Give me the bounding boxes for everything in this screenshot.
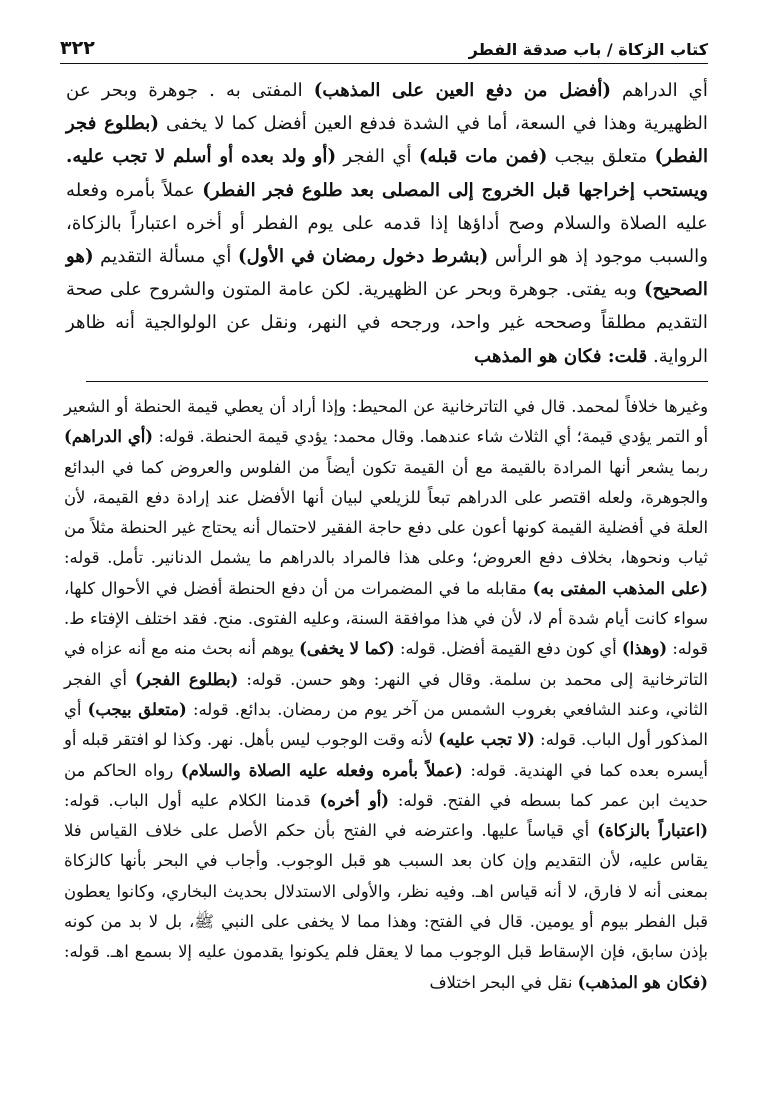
text-run: أي قياساً عليها. واعترضه في الفتح بأن حكم الأصل على خلاف القياس فلا يقاس عليه، لأن التقديم وإن كان بعد السبب هو قبل الوجوب. وأجاب في البحر بأنها كالزكاة بمعنى أنه لا فارق، لا أنه قياس اهـ. وفيه نظر، والأولى الاستدلال بحديث البخاري، وكانوا يعطون قبل الفطر بيوم أو يومين. قال في الفتح: وهذا مما لا يخفى على النبي ﷺ، بل لا بد من كونه بإذن سابق، فإن الإسقاط قبل الوجوب مما لا يعقل فلم يكونوا يقدمون عليه إلا بسمع اهـ. قوله:: [64, 821, 708, 962]
main-paragraph: [66, 74, 708, 373]
page-number: ٣٢٢: [60, 37, 95, 59]
bold-quoted-phrase: (اعتباراً بالزكاة): [597, 821, 708, 841]
bold-quoted-phrase: (بطلوع الفجر): [135, 669, 239, 689]
text-run: وغيرها خلافاً لمحمد. قال في التاترخانية عن المحيط: وإذا أراد أن يعطي قيمة الحنطة أو الشعير أو التمر يؤدي قيمة؛ أي الثلاث شاء عندهما. وقال محمد: يؤدي قيمة الحنطة. قوله:: [64, 397, 708, 447]
text-run: أي مسألة التقديم: [93, 246, 238, 268]
running-title: كتاب الزكاة / باب صدقة الفطر: [468, 40, 708, 59]
text-run: أي كون دفع القيمة أفضل. قوله:: [394, 639, 622, 659]
commentary-text: [64, 392, 708, 998]
text-run: ربما يشعر أنها المرادة بالقيمة مع أن القيمة تكون أيضاً من الفلوس والعروض كما في البدائع والجوهرة، ولعله اقتصر على الدراهم تبعاً للزيلعي لبيان أنها الأفضل عند إرادة دفع القيمة، لأن العلة في أفضلية القيمة كونها أعون على دفع حاجة الفقير لاحتمال أنه يحتاج غير الحنطة مثلاً من ثياب ونحوها، بخلاف دفع العروض؛ وعلى هذا فالمراد بالدراهم ما يشمل الدنانير. تأمل. قوله:: [64, 457, 708, 568]
bold-quoted-phrase: (عملاً بأمره وفعله عليه الصلاة والسلام): [180, 760, 463, 780]
section-divider: [86, 381, 708, 382]
bold-quoted-phrase: (كما لا يخفى): [299, 639, 395, 659]
text-run: أي الفجر: [336, 146, 419, 168]
text-run: أي الدراهم: [610, 80, 708, 101]
main-text: [66, 74, 708, 373]
bold-quoted-phrase: (لا تجب عليه): [438, 730, 535, 750]
bold-quoted-phrase: قلت: فكان هو المذهب: [474, 345, 648, 367]
bold-quoted-phrase: (بشرط دخول رمضان في الأول): [237, 246, 489, 268]
page-header: [60, 30, 708, 64]
bold-quoted-phrase: (هو الصحيح): [66, 246, 708, 301]
text-run: متعلق بيجب: [547, 146, 655, 168]
bold-quoted-phrase: (أي الدراهم): [64, 427, 154, 447]
bold-quoted-phrase: (بطلوع فجر الفطر): [66, 113, 709, 168]
text-run: أي المذكور أول الباب. قوله:: [64, 699, 708, 750]
bold-quoted-phrase: (متعلق بيجب): [87, 699, 187, 719]
text-run: رواه الحاكم من حديث ابن عمر كما بسطه في الفتح. قوله:: [64, 760, 709, 810]
text-run: عملاً بأمره وفعله عليه الصلاة والسلام وصح أداؤها إذا قدمه على يوم الفطر أو أخره اعتباراً بالزكاة، والسبب موجود إذ هو الرأس: [66, 179, 708, 268]
bold-quoted-phrase: (أفضل من دفع العين على المذهب): [313, 80, 611, 101]
bold-quoted-phrase: (على المذهب المفتى به): [532, 578, 708, 598]
text-run: يوهم أنه بحث منه مع أنه عزاه في التاترخانية إلى محمد بن سلمة. وقال في النهر: وهو حسن. قوله:: [64, 639, 708, 689]
text-run: قدمنا الكلام عليه أول الباب. قوله:: [64, 790, 320, 810]
text-run: وبه يفتى. جوهرة وبحر عن الظهيرية. لكن عامة المتون والشروح على صحة التقديم مطلقاً وصححه غير واحد، ورجحه في النهر، ونقل عن الولوالجية أنه ظاهر الرواية.: [66, 279, 708, 367]
text-run: لأنه وقت الوجوب ليس بأهل. نهر. وكذا لو افتقر قبله أو أيسره بعده كما في الهندية. قوله:: [64, 730, 708, 780]
text-run: أي الفجر الثاني، وعند الشافعي بغروب الشمس من آخر يوم من رمضان. بدائع. قوله:: [64, 669, 708, 719]
text-run: المفتى به . جوهرة وبحر عن الظهيرية وهذا في السعة، أما في الشدة فدفع العين أفضل كما لا يخفى: [66, 80, 708, 135]
bold-quoted-phrase: (فكان هو المذهب): [577, 972, 708, 992]
bold-quoted-phrase: (وهذا): [621, 639, 668, 659]
bold-quoted-phrase: (أو أخره): [319, 790, 390, 810]
bold-quoted-phrase: (فمن مات قبله): [418, 146, 548, 168]
commentary-paragraph: [64, 392, 708, 998]
text-run: نقل في البحر اختلاف: [429, 972, 578, 992]
text-run: مقابله ما في المضمرات من أن دفع الحنطة أفضل في الأحوال كلها، سواء كانت أيام شدة أم لا، لأن في هذا موافقة السنة، وعليه الفتوى. منح. فقد اختلف الإفتاء ط. قوله:: [64, 578, 709, 659]
bold-quoted-phrase: (أو ولد بعده أو أسلم لا تجب عليه. ويستحب إخراجها قبل الخروج إلى المصلى بعد طلوع فجر الفطر): [66, 146, 708, 201]
